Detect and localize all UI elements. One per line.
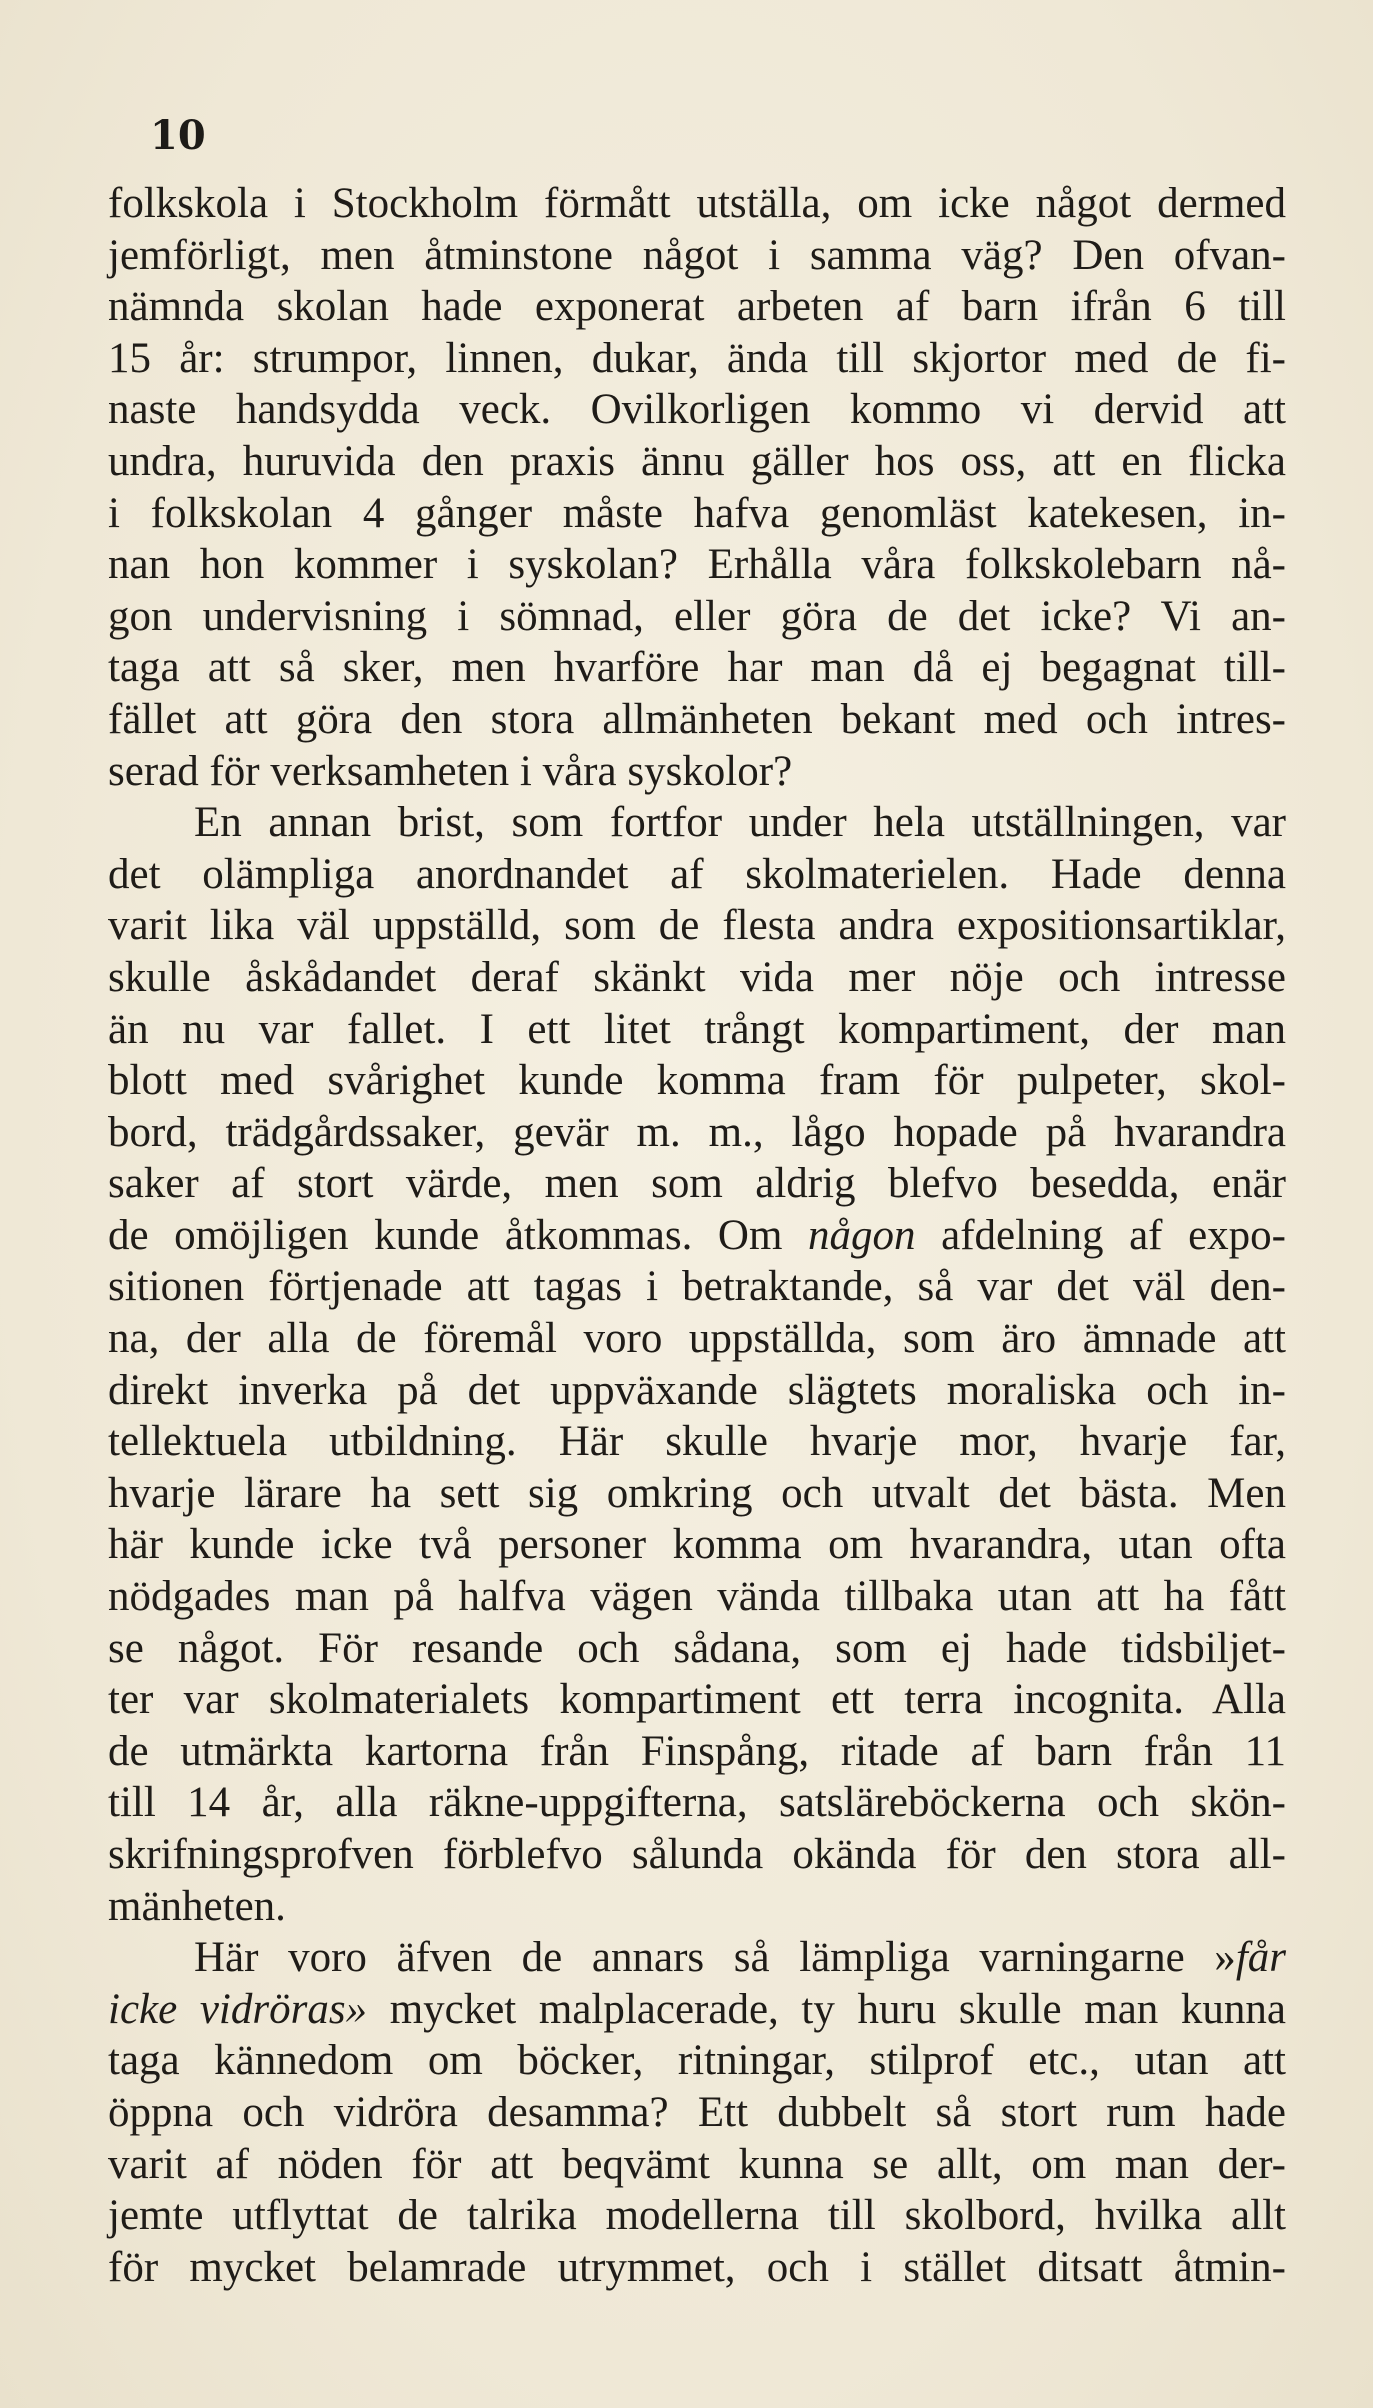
text-line: till 14 år, alla räkne-uppgifterna, satsläreböckerna och skön- [108, 1779, 1286, 1827]
text-line: serad för verksamheten i våra syskolor? [108, 747, 793, 795]
text-line: naste handsydda veck. Ovilkorligen kommo vi dervid att [108, 386, 1286, 434]
text-segment: mycket malplacerade, ty huru skulle man kunna [389, 1985, 1286, 2033]
text-line: 15 år: strumpor, linnen, dukar, ända till skjortor med de fi- [108, 334, 1286, 382]
text-line-mixed [108, 1932, 1286, 1984]
text-line: varit lika väl uppställd, som de flesta andra expositionsartiklar, [108, 902, 1286, 950]
text-line: mänheten. [108, 1882, 286, 1930]
text-line: för mycket belamrade utrymmet, och i stället ditsatt åtmin- [108, 2243, 1286, 2291]
text-line: jemförligt, men åtminstone något i samma väg? Den ofvan- [108, 231, 1286, 279]
text-line: bord, trädgårdssaker, gevär m. m., lågo hopade på hvarandra [108, 1108, 1286, 1156]
text-line: öppna och vidröra desamma? Ett dubbelt så stort rum hade [108, 2088, 1286, 2136]
text-line-mixed [108, 1984, 1286, 2036]
italic-text: icke vidröras» [108, 1985, 368, 2033]
text-line: se något. För resande och sådana, som ej hade tidsbiljet- [108, 1624, 1286, 1672]
text-line: taga kännedom om böcker, ritningar, stilprof etc., utan att [108, 2037, 1286, 2085]
text-line: fället att göra den stora allmänheten bekant med och intres- [108, 695, 1286, 743]
text-line: jemte utflyttat de talrika modellerna till skolbord, hvilka allt [108, 2192, 1286, 2240]
text-line: än nu var fallet. I ett litet trångt kompartiment, der man [108, 1005, 1286, 1053]
text-segment: afdelning af expo- [915, 1211, 1286, 1259]
text-line: na, der alla de föremål voro uppställda, som äro ämnade att [108, 1315, 1286, 1363]
text-line: direkt inverka på det uppväxande slägtets moraliska och in- [108, 1366, 1286, 1414]
text-line-mixed [108, 1210, 1286, 1262]
text-line: taga att så sker, men hvarföre har man då ej begagnat till- [108, 644, 1286, 692]
text-line: tellektuela utbildning. Här skulle hvarje mor, hvarje far, [108, 1418, 1286, 1466]
text-line: blott med svårighet kunde komma fram för pulpeter, skol- [108, 1057, 1286, 1105]
text-line: varit af nöden för att beqvämt kunna se allt, om man der- [108, 2140, 1286, 2188]
text-line: nämnda skolan hade exponerat arbeten af barn ifrån 6 till [108, 283, 1286, 331]
text-line: ter var skolmaterialets kompartiment ett terra incognita. Alla [108, 1676, 1286, 1724]
text-line: de utmärkta kartorna från Finspång, ritade af barn från 11 [108, 1727, 1286, 1775]
text-line: nan hon kommer i syskolan? Erhålla våra folkskolebarn nå- [108, 541, 1286, 589]
text-line: En annan brist, som fortfor under hela utställningen, var [194, 799, 1286, 847]
body-text [108, 178, 1286, 2293]
page-number: 10 [150, 112, 206, 159]
text-line: skulle åskådandet deraf skänkt vida mer nöje och intresse [108, 953, 1286, 1001]
text-line: skrifningsprofven förblefvo sålunda okända för den stora all- [108, 1831, 1286, 1878]
text-line: här kunde icke två personer komma om hvarandra, utan ofta [108, 1521, 1286, 1569]
text-line: folkskola i Stockholm förmått utställa, om icke något dermed [108, 180, 1286, 227]
text-segment: Om [717, 1211, 809, 1259]
text-segment: de omöjligen kunde åtkommas. [108, 1211, 693, 1259]
italic-text: någon [808, 1211, 916, 1259]
text-line: nödgades man på halfva vägen vända tillbaka utan att ha fått [108, 1573, 1286, 1621]
text-line: undra, huruvida den praxis ännu gäller hos oss, att en flicka [108, 437, 1286, 485]
text-line: sitionen förtjenade att tagas i betraktande, så var det väl den- [108, 1263, 1286, 1311]
italic-text: får [1235, 1934, 1286, 1982]
text-segment: Här voro äfven de annars så lämpliga varningarne » [194, 1934, 1236, 1982]
text-line: gon undervisning i sömnad, eller göra de det icke? Vi an- [108, 592, 1286, 640]
text-line: det olämpliga anordnandet af skolmaterielen. Hade denna [108, 850, 1286, 898]
text-line: i folkskolan 4 gånger måste hafva genomläst katekesen, in- [108, 489, 1286, 537]
text-line: hvarje lärare ha sett sig omkring och utvalt det bästa. Men [108, 1469, 1286, 1517]
text-line: saker af stort värde, men som aldrig blefvo besedda, enär [108, 1160, 1286, 1208]
